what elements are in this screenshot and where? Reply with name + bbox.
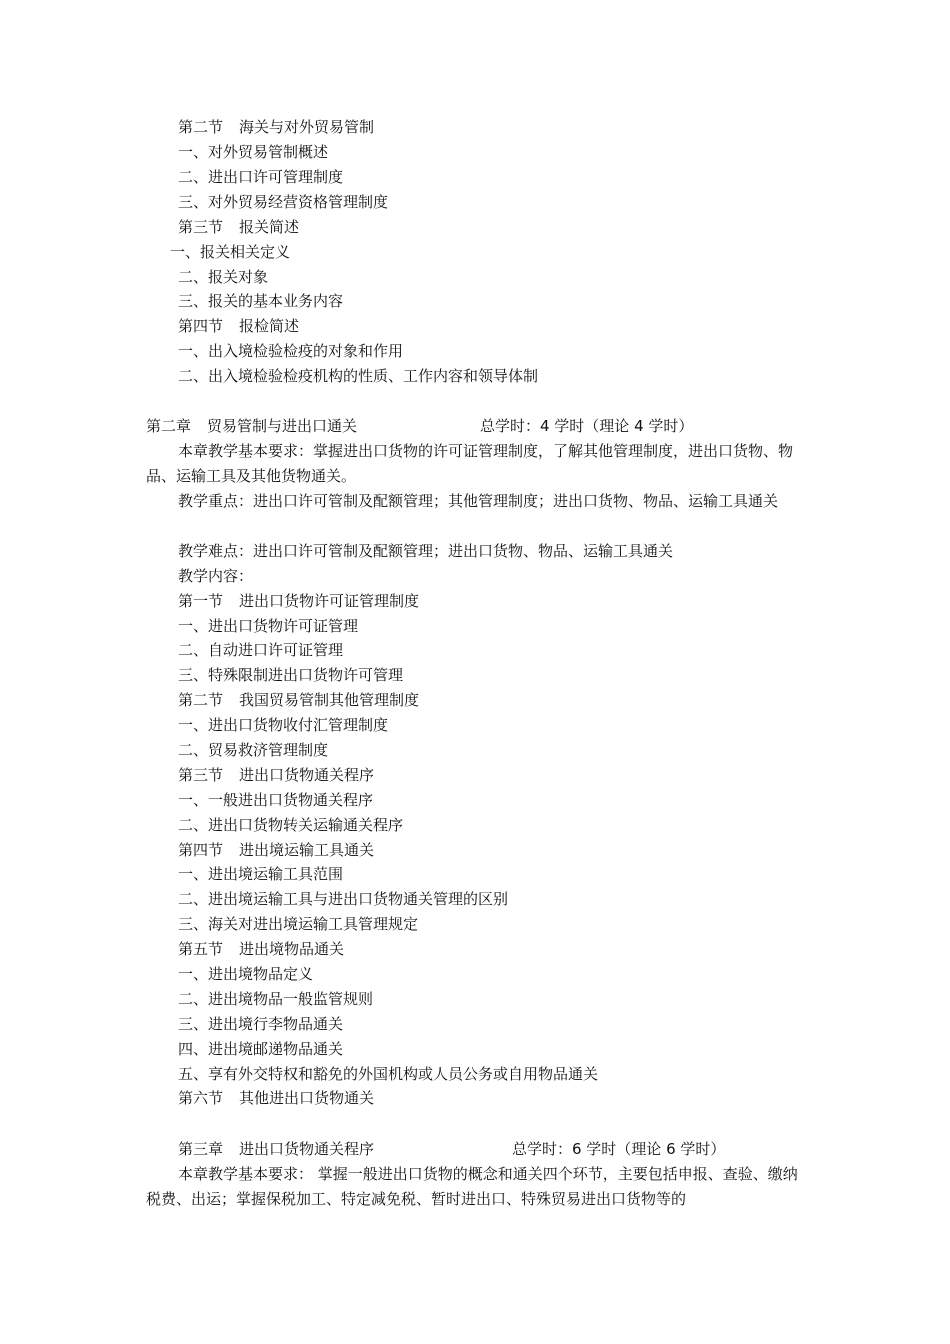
chapter-requirement: 本章教学基本要求： 掌握一般进出口货物的概念和通关四个环节，主要包括申报、查验、缴纳税费、出运；掌握保税加工、特定减免税、暂时进出口、特殊贸易进出口货物等的 [146,1165,798,1208]
list-item: 一、进出境物品定义 [178,965,314,983]
list-item: 二、贸易救济管理制度 [178,741,329,759]
chapter-requirement: 本章教学基本要求：掌握进出口货物的许可证管理制度，了解其他管理制度，进出口货物、物品、运输工具及其他货物通关。 [146,442,794,485]
chapter-focus: 教学重点：进出口许可管制及配额管理；其他管理制度；进出口货物、物品、运输工具通关 [178,492,779,510]
chapter-difficulty: 教学难点：进出口许可管制及配额管理；进出口货物、物品、运输工具通关 [178,542,674,560]
list-item: 三、对外贸易经营资格管理制度 [178,193,389,211]
list-item: 一、进出口货物收付汇管理制度 [178,716,389,734]
list-item: 二、进出境物品一般监管规则 [178,990,374,1008]
chapter-number: 第三章 [178,1140,224,1158]
chapter-hours: 总学时：4 学时（理论 4 学时） [480,417,694,435]
list-item: 三、报关的基本业务内容 [178,292,344,310]
chapter-heading [146,416,810,436]
section-heading: 第五节 进出境物品通关 [178,940,345,958]
chapter-heading [178,1139,810,1159]
chapter-number: 第二章 [146,417,192,435]
section-heading: 第四节 进出境运输工具通关 [178,841,375,859]
section-heading: 第四节 报检简述 [178,317,300,335]
list-item: 一、一般进出口货物通关程序 [178,791,374,809]
section-heading: 第三节 进出口货物通关程序 [178,766,375,784]
section-heading: 第二节 我国贸易管制其他管理制度 [178,691,420,709]
list-item: 二、自动进口许可证管理 [178,641,344,659]
section-heading: 第一节 进出口货物许可证管理制度 [178,592,420,610]
content-label: 教学内容： [178,567,254,585]
list-item: 二、报关对象 [178,268,269,286]
list-item: 一、出入境检验检疫的对象和作用 [178,342,404,360]
chapter-title: 进出口货物通关程序 [239,1140,375,1158]
chapter-title: 贸易管制与进出口通关 [207,417,358,435]
list-item: 三、进出境行李物品通关 [178,1015,344,1033]
section-heading: 第六节 其他进出口货物通关 [178,1089,375,1107]
list-item: 二、出入境检验检疫机构的性质、工作内容和领导体制 [178,367,539,385]
list-item: 二、进出口货物转关运输通关程序 [178,816,404,834]
list-item: 一、进出境运输工具范围 [178,865,344,883]
section-heading: 第三节 报关简述 [178,218,300,236]
section-heading: 第二节 海关与对外贸易管制 [178,118,375,136]
list-item: 四、进出境邮递物品通关 [178,1040,344,1058]
list-item: 三、海关对进出境运输工具管理规定 [178,915,419,933]
list-item: 五、享有外交特权和豁免的外国机构或人员公务或自用物品通关 [178,1065,599,1083]
chapter-hours: 总学时：6 学时（理论 6 学时） [512,1140,726,1158]
list-item: 三、特殊限制进出口货物许可管理 [178,666,404,684]
list-item: 一、对外贸易管制概述 [178,143,329,161]
list-item: 一、进出口货物许可证管理 [178,617,359,635]
list-item: 二、进出口许可管理制度 [178,168,344,186]
list-item: 二、进出境运输工具与进出口货物通关管理的区别 [178,890,509,908]
list-item: 一、报关相关定义 [170,243,291,261]
